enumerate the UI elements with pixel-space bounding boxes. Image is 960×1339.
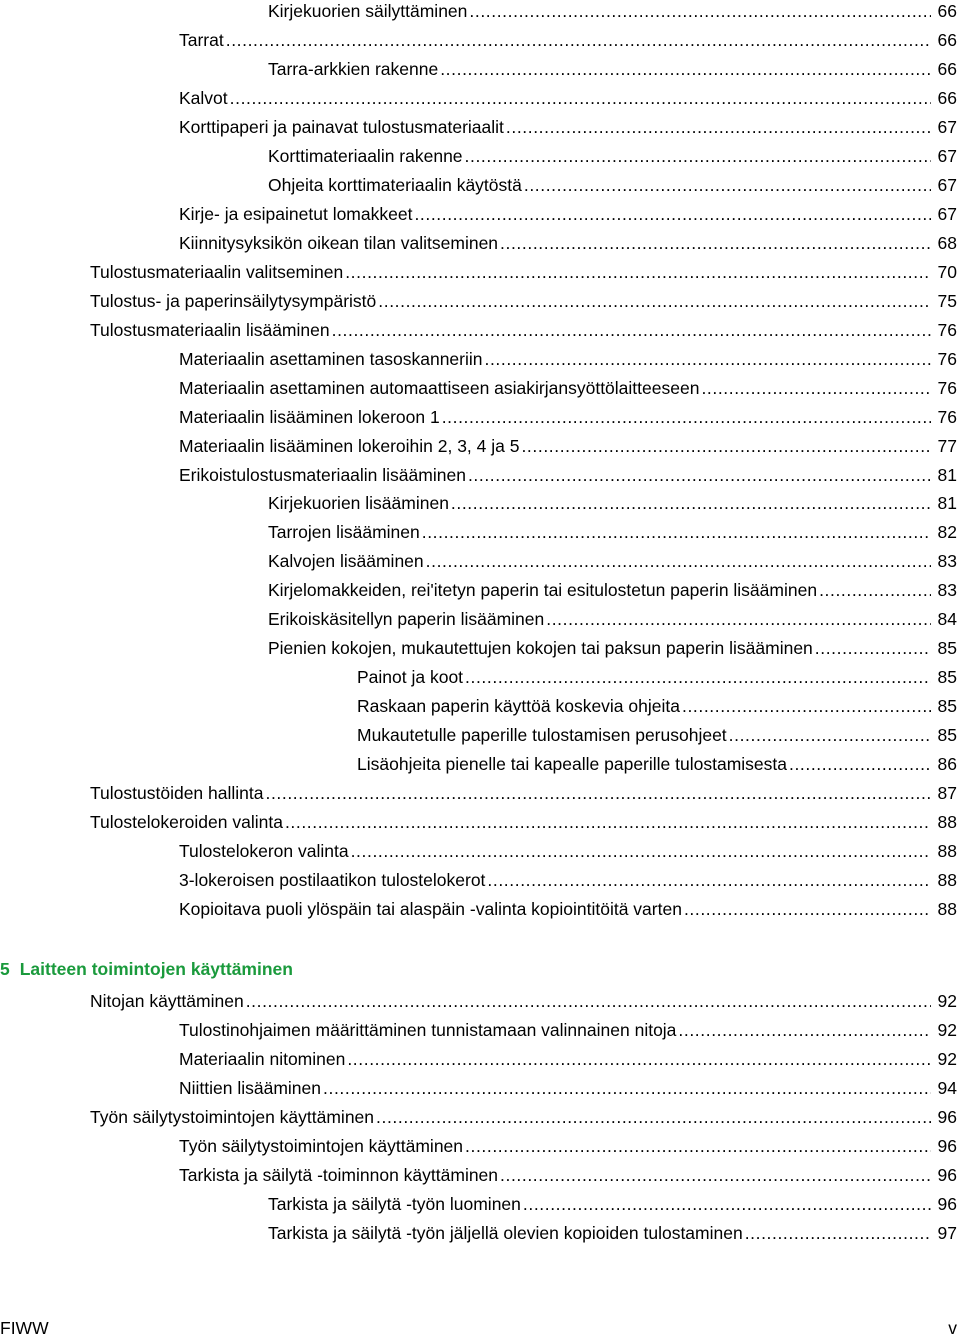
toc-entry-title: Tarra-arkkien rakenne [268, 58, 439, 79]
toc-entry[interactable] [268, 145, 957, 167]
toc-entry-page: 96 [937, 1106, 957, 1127]
dot-leader [678, 1019, 931, 1041]
dot-leader [701, 377, 931, 399]
toc-entry[interactable] [179, 29, 957, 51]
toc-entry[interactable] [90, 261, 957, 283]
toc-entry-title: Kirje- ja esipainetut lomakkeet [179, 203, 413, 224]
dot-leader [524, 174, 931, 196]
dot-leader [323, 1077, 931, 1099]
toc-entry-page: 67 [937, 203, 957, 224]
dot-leader [351, 840, 931, 862]
dot-leader [819, 579, 931, 601]
toc-entry[interactable] [268, 608, 957, 630]
toc-entry-title: Kirjekuorien säilyttäminen [268, 1, 468, 21]
toc-entry[interactable] [179, 869, 957, 891]
toc-entry-page: 83 [937, 551, 957, 572]
toc-entry[interactable] [179, 116, 957, 138]
dot-leader [440, 58, 931, 80]
toc-entry-title: Tarkista ja säilytä -työn jäljellä olevien kopioiden tulostaminen [268, 1222, 743, 1243]
toc-entry[interactable] [268, 521, 957, 543]
toc-entry-title: Tulostusmateriaalin valitseminen [90, 261, 344, 282]
section-title: Laitteen toimintojen käyttäminen [19, 959, 293, 979]
toc-entry-title: Tarkista ja säilytä -työn luominen [268, 1193, 521, 1214]
dot-leader [506, 116, 931, 138]
dot-leader [442, 406, 931, 428]
toc-entry-title: Tulostelokeron valinta [179, 841, 349, 862]
toc-entry[interactable] [179, 406, 957, 428]
toc-entry-title: Lisäohjeita pienelle tai kapealle paperille tulostamisesta [357, 754, 787, 775]
toc-entry-page: 68 [937, 232, 957, 253]
toc-entry[interactable] [179, 1077, 957, 1099]
dot-leader [500, 1164, 931, 1186]
toc-entry-page: 66 [937, 1, 957, 21]
dot-leader [729, 724, 931, 746]
toc-entry[interactable] [179, 232, 957, 254]
toc-entry-title: Nitojan käyttäminen [90, 991, 244, 1011]
dot-leader [414, 203, 931, 225]
toc-entry-page: 92 [937, 1019, 957, 1040]
toc-entry-title: Kopioitava puoli ylöspäin tai alaspäin -valinta kopiointitöitä varten [179, 899, 682, 920]
toc-entry-title: Ohjeita korttimateriaalin käytöstä [268, 174, 522, 195]
toc-entry-title: Erikoiskäsitellyn paperin lisääminen [268, 609, 545, 630]
dot-leader [266, 782, 932, 804]
toc-entry-page: 97 [937, 1222, 957, 1243]
toc-entry[interactable] [179, 203, 957, 225]
footer-label: FIWW [0, 1318, 49, 1338]
toc-entry-title: Kirjelomakkeiden, rei'itetyn paperin tai esitulostetun paperin lisääminen [268, 580, 818, 601]
toc-entry-title: Materiaalin lisääminen lokeroihin 2, 3, 4 ja 5 [179, 435, 520, 456]
toc-entry-page: 67 [937, 116, 957, 137]
toc-entry-page: 85 [937, 696, 957, 717]
toc-entry[interactable] [357, 724, 957, 746]
toc-entry-title: Tulostelokeroiden valinta [90, 812, 283, 833]
toc-entry[interactable] [268, 174, 957, 196]
dot-leader [745, 1222, 931, 1244]
section-number: 5 [0, 959, 10, 979]
toc-entry-title: Erikoistulostusmateriaalin lisääminen [179, 464, 466, 485]
toc-entry[interactable] [179, 464, 957, 486]
dot-leader [465, 1135, 931, 1157]
toc-entry-title: Kalvojen lisääminen [268, 551, 424, 572]
toc-entry[interactable] [179, 1164, 957, 1186]
toc-entry-page: 76 [937, 377, 957, 398]
dot-leader [469, 0, 931, 22]
toc-entry[interactable] [90, 811, 957, 833]
toc-entry-page: 92 [937, 1048, 957, 1069]
toc-entry-page: 96 [937, 1193, 957, 1214]
toc-entry-page: 88 [937, 870, 957, 891]
toc-entry-page: 86 [937, 754, 957, 775]
toc-entry-page: 84 [937, 609, 957, 630]
toc-entry[interactable] [268, 492, 957, 514]
toc-entry-page: 87 [937, 783, 957, 804]
toc-entry-page: 85 [937, 725, 957, 746]
toc-entry[interactable] [357, 753, 957, 775]
dot-leader [485, 348, 932, 370]
toc-entry[interactable] [179, 348, 957, 370]
toc-entry[interactable] [179, 435, 957, 457]
dot-leader [682, 695, 931, 717]
toc-entry[interactable] [357, 695, 957, 717]
toc-entry-title: Mukautetulle paperille tulostamisen perusohjeet [357, 725, 727, 746]
toc-entry-page: 96 [937, 1135, 957, 1156]
dot-leader [422, 521, 931, 543]
toc-entry-title: Pienien kokojen, mukautettujen kokojen tai paksun paperin lisääminen [268, 638, 813, 659]
dot-leader [521, 435, 931, 457]
toc-entry-page: 66 [937, 87, 957, 108]
toc-entry-title: Niittien lisääminen [179, 1077, 322, 1098]
toc-entry-page: 66 [937, 29, 957, 50]
toc-entry-title: Materiaalin lisääminen lokeroon 1 [179, 406, 440, 427]
toc-entry[interactable] [268, 58, 957, 80]
toc-entry[interactable] [268, 637, 957, 659]
toc-entry[interactable] [268, 0, 957, 22]
toc-entry-page: 96 [937, 1164, 957, 1185]
dot-leader [376, 1106, 931, 1128]
toc-entry[interactable] [90, 782, 957, 804]
toc-entry-page: 76 [937, 406, 957, 427]
toc-entry-page: 88 [937, 812, 957, 833]
toc-entry-page: 88 [937, 841, 957, 862]
toc-entry-title: Materiaalin nitominen [179, 1048, 346, 1069]
toc-entry-page: 82 [937, 522, 957, 543]
dot-leader [465, 666, 931, 688]
toc-entry-page: 83 [937, 580, 957, 601]
toc-entry-page: 70 [937, 261, 957, 282]
dot-leader [285, 811, 931, 833]
toc-entry-title: Työn säilytystoimintojen käyttäminen [90, 1106, 375, 1127]
toc-entry[interactable] [268, 1222, 957, 1244]
toc-entry-title: Materiaalin asettaminen automaattiseen asiakirjansyöttölaitteeseen [179, 377, 700, 398]
toc-entry[interactable] [90, 1106, 957, 1128]
toc-entry-title: Tulostustöiden hallinta [90, 783, 264, 804]
toc-entry-title: Kiinnitysyksikön oikean tilan valitseminen [179, 232, 499, 253]
toc-entry-page: 76 [937, 319, 957, 340]
dot-leader [226, 29, 931, 51]
dot-leader [468, 464, 931, 486]
dot-leader [426, 550, 931, 572]
toc-entry-title: 3-lokeroisen postilaatikon tulostelokerot [179, 870, 486, 891]
dot-leader [789, 753, 931, 775]
toc-entry[interactable] [268, 1193, 957, 1215]
toc-entry-title: Tarrat [179, 29, 224, 50]
toc-entry-title: Tarrojen lisääminen [268, 522, 420, 543]
toc-entry-page: 75 [937, 290, 957, 311]
toc-entry-page: 67 [937, 145, 957, 166]
dot-leader [546, 608, 931, 630]
toc-entry[interactable] [90, 990, 957, 1012]
toc-entry-title: Korttimateriaalin rakenne [268, 145, 463, 166]
toc-entry-title: Painot ja koot [357, 667, 464, 688]
toc-entry-title: Tulostinohjaimen määrittäminen tunnistamaan valinnainen nitoja [179, 1019, 677, 1040]
toc-entry-title: Raskaan paperin käyttöä koskevia ohjeita [357, 696, 680, 717]
dot-leader [523, 1193, 931, 1215]
dot-leader [451, 492, 931, 514]
toc-entry-page: 85 [937, 667, 957, 688]
toc-entry-title: Korttipaperi ja painavat tulostusmateriaalit [179, 116, 504, 137]
toc-entry[interactable] [179, 840, 957, 862]
toc-entry-page: 85 [937, 638, 957, 659]
toc-entry[interactable] [268, 579, 957, 601]
dot-leader [347, 1048, 931, 1070]
toc-entry-title: Tarkista ja säilytä -toiminnon käyttäminen [179, 1164, 499, 1185]
toc-entry[interactable] [179, 898, 957, 920]
dot-leader [378, 290, 931, 312]
footer-page-number: v [948, 1318, 957, 1338]
toc-entry-page: 77 [937, 435, 957, 456]
toc-entry-title: Tulostus- ja paperinsäilytysympäristö [90, 290, 377, 311]
toc-entry-page: 81 [937, 464, 957, 485]
toc-entry[interactable] [357, 666, 957, 688]
toc-entry[interactable] [179, 377, 957, 399]
toc-entry-page: 66 [937, 58, 957, 79]
toc-entry-title: Kalvot [179, 87, 228, 108]
section-heading [0, 958, 293, 980]
toc-entry-page: 76 [937, 348, 957, 369]
dot-leader [246, 990, 931, 1012]
toc-entry[interactable] [268, 550, 957, 572]
toc-entry-page: 88 [937, 899, 957, 920]
toc-entry[interactable] [179, 1019, 957, 1041]
toc-entry-title: Kirjekuorien lisääminen [268, 493, 449, 514]
dot-leader [230, 87, 931, 109]
dot-leader [345, 261, 931, 283]
dot-leader [500, 232, 931, 254]
toc-entry-page: 94 [937, 1077, 957, 1098]
toc-entry-title: Työn säilytystoimintojen käyttäminen [179, 1135, 464, 1156]
toc-entry[interactable] [179, 87, 957, 109]
toc-entry[interactable] [90, 319, 957, 341]
dot-leader [684, 898, 931, 920]
toc-entry-page: 92 [937, 991, 957, 1011]
dot-leader [815, 637, 931, 659]
toc-entry[interactable] [179, 1135, 957, 1157]
dot-leader [465, 145, 931, 167]
toc-entry-page: 67 [937, 174, 957, 195]
dot-leader [487, 869, 931, 891]
toc-entry-title: Tulostusmateriaalin lisääminen [90, 319, 330, 340]
toc-entry-page: 81 [937, 493, 957, 514]
dot-leader [332, 319, 931, 341]
toc-entry[interactable] [179, 1048, 957, 1070]
toc-entry-title: Materiaalin asettaminen tasoskanneriin [179, 348, 483, 369]
toc-entry[interactable] [90, 290, 957, 312]
